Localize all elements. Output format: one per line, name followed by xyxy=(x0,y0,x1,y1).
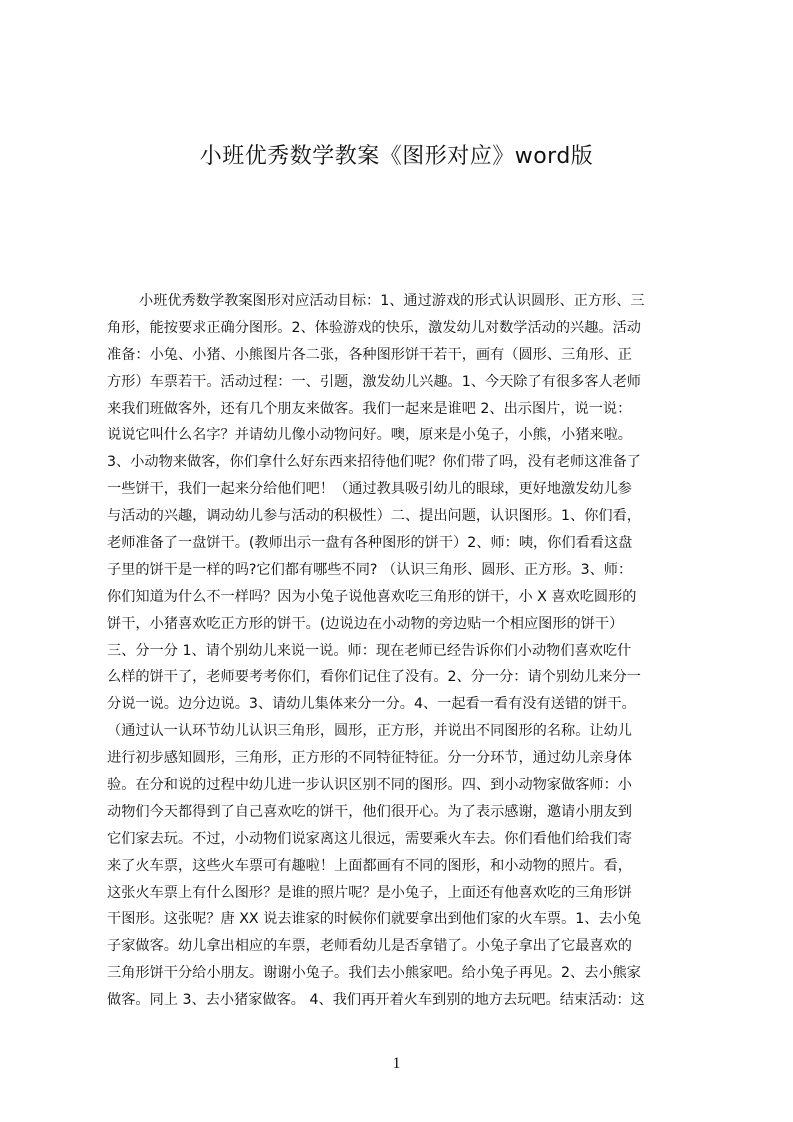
body-line: 与活动的兴趣，调动幼儿参与活动的积极性）二、提出问题，认识图形。1、你们看， xyxy=(107,508,641,525)
body-line: 一些饼干，我们一起来分给他们吧！（通过教具吸引幼儿的眼球，更好地激发幼儿参 xyxy=(107,481,632,498)
body-line: 3、小动物来做客，你们拿什么好东西来招待他们呢？你们带了吗，没有老师这准备了 xyxy=(107,454,641,471)
body-line: 子里的饼干是一样的吗?它们都有哪些不同? （认识三角形、圆形、正方形。3、师： xyxy=(107,561,633,578)
body-line: 动物们今天都得到了自己喜欢吃的饼干，他们很开心。为了表示感谢，邀请小朋友到 xyxy=(107,803,632,820)
body-line: 准备：小兔、小猪、小熊图片各二张，各种图形饼干若干，画有（圆形、三角形、正 xyxy=(107,346,632,363)
body-line: 三、分一分 1、请个别幼儿来说一说。师：现在老师已经告诉你们小动物们喜欢吃什 xyxy=(107,642,632,659)
body-line: 来我们班做客外，还有几个朋友来做客。我们一起来是谁吧 2、出示图片，说一说： xyxy=(107,400,632,417)
body-line: 来了火车票，这些火车票可有趣啦！上面都画有不同的图形，和小动物的照片。看， xyxy=(107,857,632,874)
body-line: 验。在分和说的过程中幼儿进一步认识区别不同的图形。四、到小动物家做客师：小 xyxy=(107,777,632,794)
document-body xyxy=(107,288,698,1025)
body-line: 说说它叫什么名字？并请幼儿像小动物问好。噢，原来是小兔子，小熊，小猪来啦。 xyxy=(107,427,632,444)
body-line: 它们家去玩。不过，小动物们说家离这儿很远，需要乘火车去。你们看他们给我们寄 xyxy=(107,830,632,847)
body-line: 你们知道为什么不一样吗？因为小兔子说他喜欢吃三角形的饼干，小 X 喜欢吃圆形的 xyxy=(107,588,637,605)
body-line: 方形）车票若干。活动过程：一、引题，激发幼儿兴趣。1、今天除了有很多客人老师 xyxy=(107,373,641,390)
document-title: 小班优秀数学教案《图形对应》word版 xyxy=(199,144,594,169)
body-line: 角形，能按要求正确分图形。2、体验游戏的快乐，激发幼儿对数学活动的兴趣。活动 xyxy=(107,319,641,336)
body-line: 饼干，小猪喜欢吃正方形的饼干。(边说边在小动物的旁边贴一个相应图形的饼干） xyxy=(107,615,624,632)
page-number: 1 xyxy=(392,1055,401,1072)
body-line: 三角形饼干分给小朋友。谢谢小兔子。我们去小熊家吧。给小兔子再见。2、去小熊家 xyxy=(107,965,641,982)
body-line: 这张火车票上有什么图形？是谁的照片呢？是小兔子，上面还有他喜欢吃的三角形饼 xyxy=(107,884,632,901)
body-line: 分说一说。边分边说。3、请幼儿集体来分一分。4、一起看一看有没有送错的饼干。 xyxy=(107,696,636,713)
body-line: （通过认一认环节幼儿认识三角形，圆形，正方形，并说出不同图形的名称。让幼儿 xyxy=(107,723,632,740)
body-line: 老师准备了一盘饼干。(教师出示一盘有各种图形的饼干）2、师：咦，你们看看这盘 xyxy=(107,535,633,552)
body-line: 干图形。这张呢？唐 XX 说去谁家的时候你们就要拿出到他们家的火车票。1、去小兔 xyxy=(107,911,642,928)
body-line: 子家做客。幼儿拿出相应的车票，老师看幼儿是否拿错了。小兔子拿出了它最喜欢的 xyxy=(107,938,632,955)
body-line: 进行初步感知圆形，三角形，正方形的不同特征特征。分一分环节，通过幼儿亲身体 xyxy=(107,750,632,767)
body-line: 么样的饼干了，老师要考考你们，看你们记住了没有。2、分一分：请个别幼儿来分一 xyxy=(107,669,641,686)
body-line: 做客。同上 3、去小猪家做客。 4、我们再开着火车到别的地方去玩吧。结束活动：这 xyxy=(107,992,645,1009)
body-line: 小班优秀数学教案图形对应活动目标：1、通过游戏的形式认识圆形、正方形、三 xyxy=(139,293,645,309)
